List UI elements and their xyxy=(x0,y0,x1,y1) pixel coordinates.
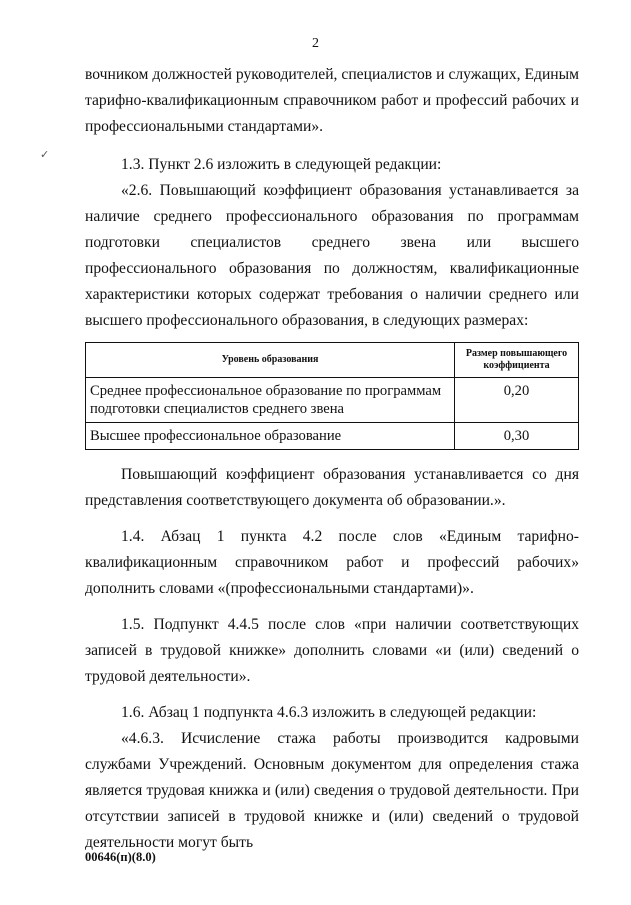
table-row xyxy=(86,378,579,423)
table-header-row xyxy=(86,343,579,378)
paragraph-item-1-5: 1.5. Подпункт 4.4.5 после слов «при наличии соответствующих записей в трудовой книжке» дополнить словами «и (или) сведений о трудовой деятельности». xyxy=(85,616,579,685)
table-cell-value: 0,20 xyxy=(455,378,579,423)
table-cell-level: Высшее профессиональное образование xyxy=(86,423,455,450)
paragraph-item-1-6: 1.6. Абзац 1 подпункта 4.6.3 изложить в следующей редакции: xyxy=(121,704,537,721)
document-body xyxy=(85,62,579,856)
document-footer-code: 00646(п)(8.0) xyxy=(85,850,156,864)
paragraph-item-1-3: 1.3. Пункт 2.6 изложить в следующей редакции: xyxy=(121,156,442,173)
paragraph-item-2-6: «2.6. Повышающий коэффициент образования устанавливается за наличие среднего профессионального образования по программам подготовки специалистов среднего звена или высшего профессионального образования по должностям, квалификационные характеристики которых содержат требования о наличии среднего или высшего профессионального образования, в следующих размерах: xyxy=(85,182,579,329)
table-cell-value: 0,30 xyxy=(455,423,579,450)
paragraph-item-1-4: 1.4. Абзац 1 пункта 4.2 после слов «Единым тарифно-квалификационным справочником работ и профессий рабочих» дополнить словами «(профессиональными стандартами)». xyxy=(85,528,579,597)
paragraph-item-4-6-3: «4.6.3. Исчисление стажа работы производится кадровыми службами Учреждений. Основным документом для определения стажа является трудовая книжка и (или) сведения о трудовой деятельности. При отсутствии записей в трудовой книжке и (или) сведений о трудовой деятельности могут быть xyxy=(85,730,579,851)
table-header-level: Уровень образования xyxy=(86,343,455,378)
table-row xyxy=(86,423,579,450)
margin-check-mark: ✓ xyxy=(40,149,50,161)
paragraph-continuation: вочником должностей руководителей, специалистов и служащих, Единым тарифно-квалификационным справочником работ и профессий рабочих и профессиональными стандартами». xyxy=(85,66,579,135)
table-header-value: Размер повышающего коэффициента xyxy=(455,343,579,378)
page-number: 2 xyxy=(312,36,319,51)
paragraph-coefficient-start: Повышающий коэффициент образования устанавливается со дня представления соответствующего документа об образовании.». xyxy=(85,466,579,509)
table-cell-level: Среднее профессиональное образование по программам подготовки специалистов среднего звена xyxy=(86,378,455,423)
coefficient-table xyxy=(85,342,579,450)
